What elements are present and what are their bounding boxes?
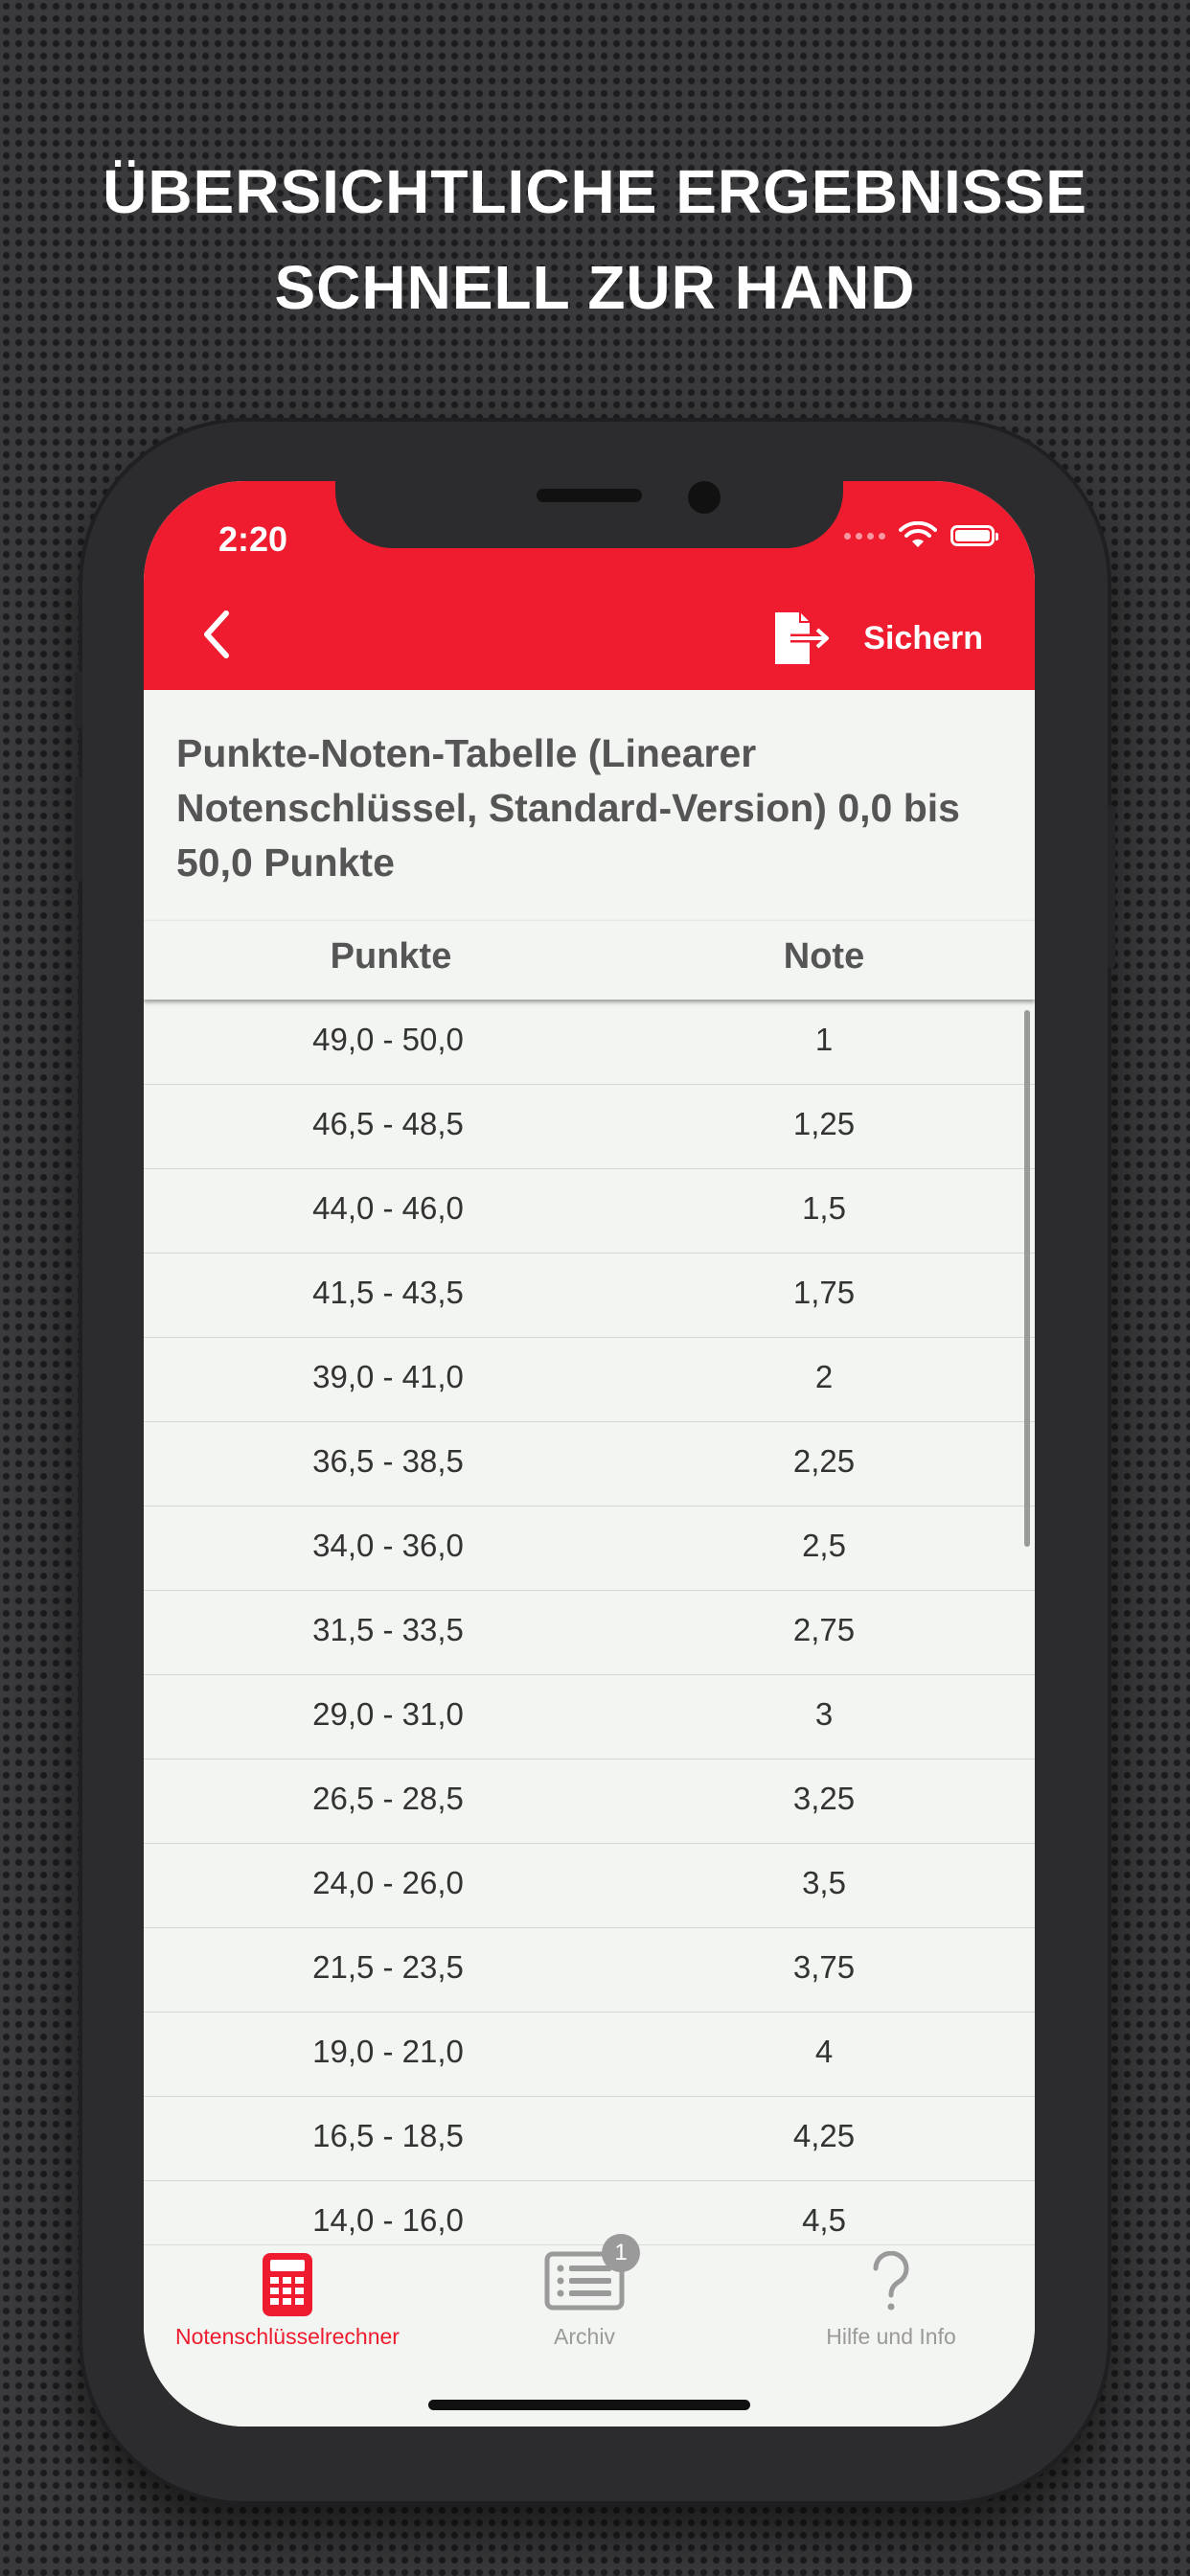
table-row	[144, 1591, 1035, 1675]
speaker	[537, 489, 642, 502]
archive-badge: 1	[602, 2234, 640, 2272]
phone-screen	[144, 481, 1035, 2426]
cell-note: 1	[814, 1022, 834, 1057]
cell-punkte: 16,5 - 18,5	[312, 2118, 464, 2153]
cell-note: 1,75	[792, 1275, 856, 1310]
cell-note: 2,25	[792, 1443, 856, 1479]
cell-punkte: 36,5 - 38,5	[312, 1443, 464, 1479]
tab-label-notenschluesselrechner: Notenschlüsselrechner	[175, 2324, 400, 2349]
table-header	[144, 920, 1035, 1000]
volume-up-button	[75, 776, 82, 882]
cell-note: 4,5	[802, 2202, 846, 2238]
cell-note: 3	[814, 1696, 834, 1732]
chevron-left-icon	[194, 606, 241, 663]
cell-punkte: 29,0 - 31,0	[312, 1696, 464, 1732]
cell-note: 1,5	[802, 1190, 846, 1226]
column-header-note: Note	[783, 936, 865, 977]
cell-note: 2,5	[802, 1528, 846, 1563]
calculator-icon	[261, 2251, 314, 2318]
promo-headline	[0, 144, 1190, 335]
signal-icon	[844, 533, 885, 540]
cell-note: 3,25	[792, 1781, 856, 1816]
phone-frame	[82, 422, 1108, 2501]
save-button[interactable]	[771, 610, 983, 666]
power-button	[1108, 805, 1115, 968]
table-row	[144, 1506, 1035, 1591]
cell-note: 2	[814, 1359, 834, 1394]
tab-label-archiv: Archiv	[554, 2324, 615, 2349]
scrollbar[interactable]	[1024, 1010, 1030, 1547]
cell-punkte: 39,0 - 41,0	[312, 1359, 464, 1394]
table-row	[144, 1338, 1035, 1422]
cell-note: 1,25	[792, 1106, 856, 1141]
cell-punkte: 44,0 - 46,0	[312, 1190, 464, 1226]
save-label: Sichern	[863, 619, 983, 656]
tab-hilfe-und-info[interactable]	[757, 2245, 1025, 2360]
table-row	[144, 1844, 1035, 1928]
cell-punkte: 21,5 - 23,5	[312, 1949, 464, 1985]
cell-punkte: 31,5 - 33,5	[312, 1612, 464, 1647]
table-row	[144, 2097, 1035, 2181]
cell-note: 2,75	[792, 1612, 856, 1647]
cell-punkte: 14,0 - 16,0	[312, 2202, 464, 2238]
tab-notenschluesselrechner[interactable]	[153, 2245, 422, 2360]
table-row	[144, 1000, 1035, 1085]
table-row	[144, 1928, 1035, 2012]
battery-icon	[950, 525, 995, 546]
table-row	[144, 1254, 1035, 1338]
cell-punkte: 26,5 - 28,5	[312, 1781, 464, 1816]
archive-icon-wrap	[544, 2240, 628, 2311]
table-row	[144, 1169, 1035, 1254]
table-row	[144, 2181, 1035, 2246]
back-button[interactable]	[194, 606, 241, 663]
cell-punkte: 34,0 - 36,0	[312, 1528, 464, 1563]
notch	[335, 481, 843, 548]
column-header-punkte: Punkte	[330, 936, 452, 977]
cell-note: 3,5	[802, 1865, 846, 1900]
table-row	[144, 1422, 1035, 1506]
table-body[interactable]	[144, 1000, 1035, 2246]
table-row	[144, 1760, 1035, 1844]
cell-note: 4,25	[792, 2118, 856, 2153]
cell-punkte: 41,5 - 43,5	[312, 1275, 464, 1310]
table-row	[144, 2012, 1035, 2097]
home-indicator[interactable]	[428, 2400, 750, 2410]
cell-punkte: 24,0 - 26,0	[312, 1865, 464, 1900]
cell-punkte: 19,0 - 21,0	[312, 2034, 464, 2069]
cell-punkte: 49,0 - 50,0	[312, 1022, 464, 1057]
question-icon	[870, 2251, 912, 2314]
front-camera	[688, 481, 721, 514]
tab-archiv[interactable]	[469, 2240, 699, 2360]
wifi-icon	[899, 521, 937, 550]
table-title: Punkte-Noten-Tabelle (Linearer Notenschlüssel, Standard-Version) 0,0 bis 50,0 Punkte	[144, 690, 1035, 920]
status-time: 2:20	[218, 519, 288, 559]
status-icons	[844, 521, 995, 550]
tab-label-hilfe-und-info: Hilfe und Info	[826, 2324, 956, 2349]
cell-punkte: 46,5 - 48,5	[312, 1106, 464, 1141]
promo-headline-line1: ÜBERSICHTLICHE ERGEBNISSE	[103, 157, 1087, 226]
table-row	[144, 1675, 1035, 1760]
file-export-icon	[771, 610, 835, 666]
promo-headline-line2: SCHNELL ZUR HAND	[274, 253, 916, 322]
cell-note: 4	[814, 2034, 834, 2069]
table-row	[144, 1085, 1035, 1169]
mute-switch	[75, 671, 82, 728]
cell-note: 3,75	[792, 1949, 856, 1985]
